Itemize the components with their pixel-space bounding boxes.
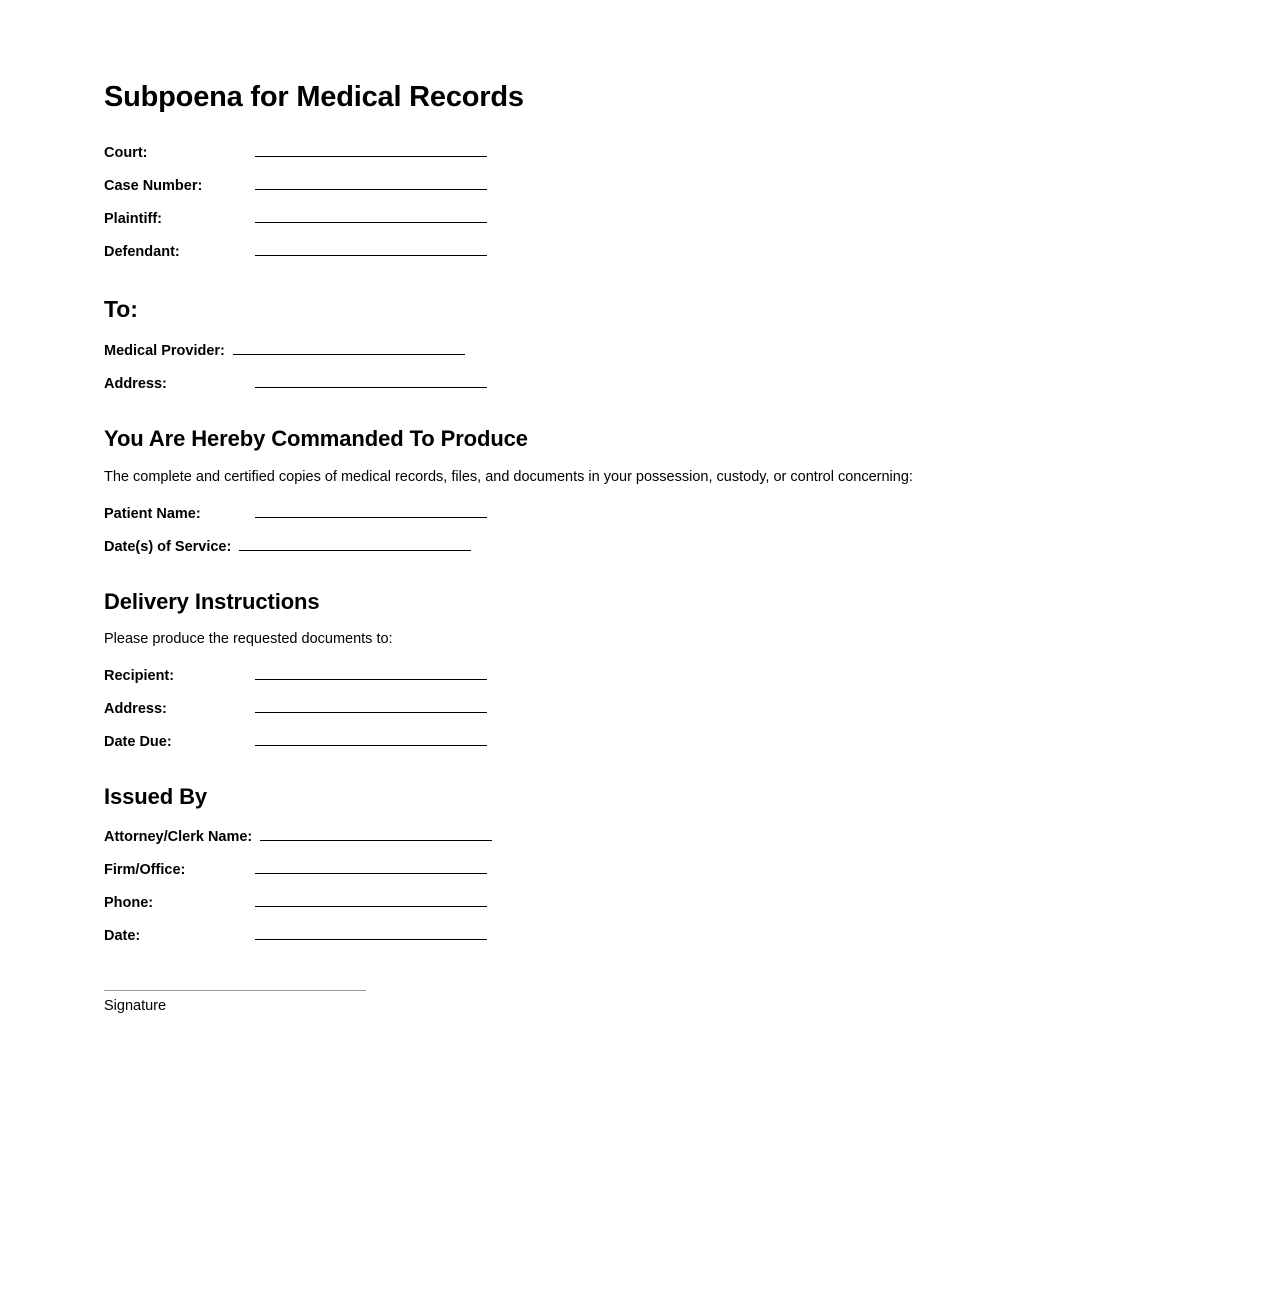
court-input[interactable]: [255, 141, 487, 157]
produce-fields-group: [104, 502, 1174, 555]
delivery-section-title: Delivery Instructions: [104, 588, 320, 614]
field-row: [104, 240, 1174, 260]
field-row: [104, 730, 1174, 750]
field-row: [104, 924, 1174, 944]
plaintiff-label: Plaintiff:: [104, 210, 162, 227]
date-due-input[interactable]: [255, 730, 487, 746]
case-number-input[interactable]: [255, 174, 487, 190]
field-row: [104, 339, 1174, 359]
issued-fields-group: [104, 825, 1174, 944]
page-title: Subpoena for Medical Records: [104, 81, 524, 113]
provider-address-input[interactable]: [255, 372, 487, 388]
case-number-label: Case Number:: [104, 177, 203, 194]
field-row: [104, 535, 1174, 555]
produce-section-title: You Are Hereby Commanded To Produce: [104, 426, 528, 452]
field-row: [104, 174, 1174, 194]
attorney-clerk-name-label: Attorney/Clerk Name:: [104, 828, 253, 845]
defendant-label: Defendant:: [104, 243, 180, 260]
recipient-label: Recipient:: [104, 668, 175, 685]
field-row: [104, 697, 1174, 717]
delivery-address-input[interactable]: [255, 697, 487, 713]
firm-office-label: Firm/Office:: [104, 861, 186, 878]
patient-name-label: Patient Name:: [104, 505, 201, 522]
dates-of-service-input[interactable]: [239, 535, 471, 551]
issue-date-label: Date:: [104, 927, 141, 944]
attorney-clerk-name-input[interactable]: [260, 825, 492, 841]
court-label: Court:: [104, 144, 148, 161]
medical-provider-label: Medical Provider:: [104, 343, 225, 360]
field-row: [104, 372, 1174, 392]
signature-label: Signature: [104, 997, 167, 1014]
defendant-input[interactable]: [255, 240, 487, 256]
field-row: [104, 858, 1174, 878]
phone-label: Phone:: [104, 894, 154, 911]
medical-provider-input[interactable]: [233, 339, 465, 355]
patient-name-input[interactable]: [255, 502, 487, 518]
issued-section-title: Issued By: [104, 784, 208, 810]
recipient-input[interactable]: [255, 664, 487, 680]
firm-office-input[interactable]: [255, 858, 487, 874]
field-row: [104, 502, 1174, 522]
plaintiff-input[interactable]: [255, 207, 487, 223]
field-row: [104, 891, 1174, 911]
dates-of-service-label: Date(s) of Service:: [104, 538, 232, 555]
signature-block: [104, 990, 1174, 1016]
date-due-label: Date Due:: [104, 734, 172, 751]
issue-date-input[interactable]: [255, 924, 487, 940]
field-row: [104, 141, 1174, 161]
provider-address-label: Address:: [104, 376, 167, 393]
to-fields-group: [104, 339, 1174, 392]
header-fields-group: [104, 141, 1174, 260]
phone-input[interactable]: [255, 891, 487, 907]
field-row: [104, 664, 1174, 684]
field-row: [104, 207, 1174, 227]
signature-input[interactable]: [104, 990, 366, 991]
delivery-section-paragraph: Please produce the requested documents to:: [104, 631, 393, 648]
delivery-fields-group: [104, 664, 1174, 750]
delivery-address-label: Address:: [104, 701, 167, 718]
field-row: [104, 825, 1174, 845]
to-section-title: To:: [104, 295, 138, 322]
produce-section-paragraph: The complete and certified copies of medical records, files, and documents in your possession, custody, or control concerning:: [104, 468, 913, 485]
